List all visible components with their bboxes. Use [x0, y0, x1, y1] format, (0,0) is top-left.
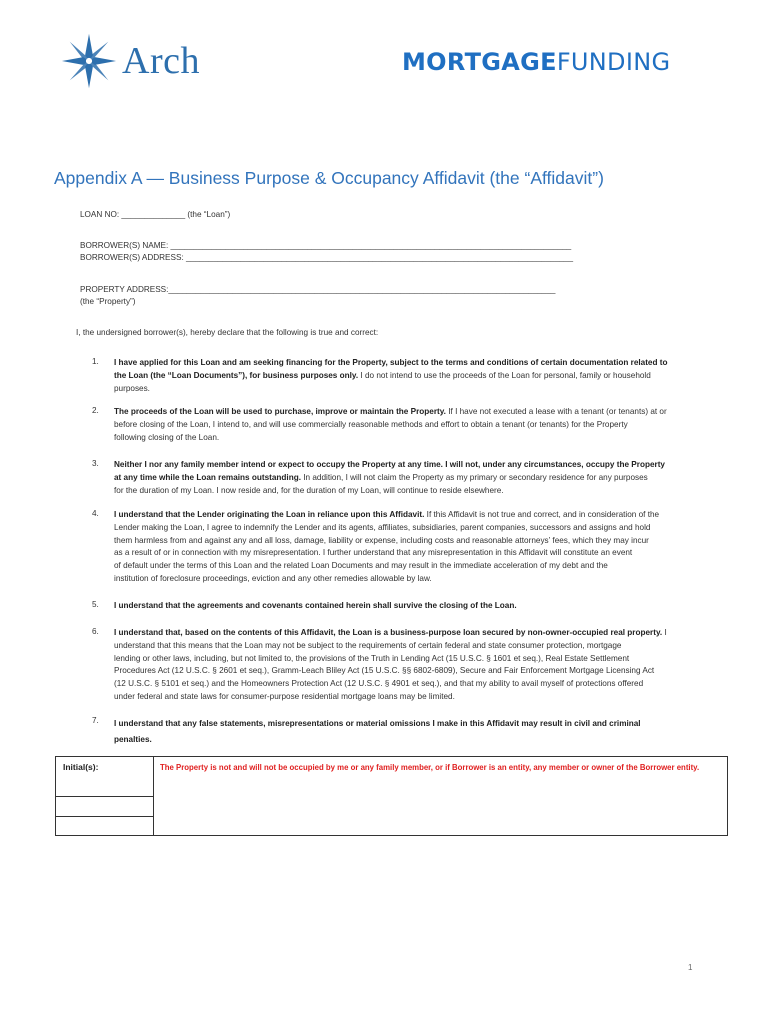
item-body: I have applied for this Loan and am seeking financing for the Property, subject to the terms and conditions of certain documentation related to the Loan (the “Loan Documents”), for business purposes only. I do not intend to use the proceeds of the Loan for personal, family or household purposes. — [114, 358, 668, 393]
item-number: 1. — [92, 357, 99, 366]
arch-star-icon — [60, 32, 118, 90]
initials-column — [56, 757, 154, 835]
item-body: I understand that any false statements, misrepresentations or material omissions I make in this Affidavit may result in civil and criminal penalties. — [114, 719, 641, 744]
item-body: Neither I nor any family member intend or expect to occupy the Property at any time. I will not, under any circumstances, occupy the Property at any time while the Loan remains outstanding. In addition, I will not claim the Property as my primary or secondary residence for any purposes for the duration of my Loan. I now reside and, for the duration of my Loan, will continue to reside elsewhere. — [114, 460, 665, 495]
initials-label: Initial(s): — [63, 762, 99, 772]
item-body: The proceeds of the Loan will be used to purchase, improve or maintain the Property. If I have not executed a lease with a tenant (or tenants) at or before closing of the Loan, I intend to, and will use commercially reasonable methods and effort to obtain a tenant (or tenants) for the Property following closing of the Loan. — [114, 407, 667, 442]
initials-table — [55, 756, 728, 836]
item-number: 5. — [92, 600, 99, 609]
item-number: 3. — [92, 459, 99, 468]
borrower-address-field: BORROWER(S) ADDRESS: _____________________________________________________________________________________ — [80, 253, 574, 262]
page-title: Appendix A — Business Purpose & Occupancy Affidavit (the “Affidavit”) — [54, 168, 604, 188]
property-address-field: PROPERTY ADDRESS:_____________________________________________________________________________________ — [80, 285, 556, 294]
loan-no-field: LOAN NO: ______________ (the “Loan”) — [80, 210, 231, 219]
item-number: 7. — [92, 716, 99, 725]
initials-statement: The Property is not and will not be occupied by me or any family member, or if Borrower is an entity, any member or owner of the Borrower entity. — [160, 763, 700, 772]
property-note: (the “Property”) — [80, 297, 136, 306]
page-number: 1 — [688, 963, 693, 972]
arch-logo-text: Arch — [122, 40, 200, 82]
arch-logo — [60, 32, 200, 90]
initials-cell-3[interactable] — [56, 817, 153, 836]
mf-logo-regular: FUNDING — [556, 48, 671, 76]
initials-cell-1[interactable] — [56, 757, 153, 797]
item-body: I understand that, based on the contents of this Affidavit, the Loan is a business-purpose loan secured by non-owner-occupied real property. I understand that this means that the Loan may not be subject to the requirements of certain federal and state consumer protection, mortgage lending or other laws, including, but not limited to, the provisions of the Truth in Lending Act (15 U.S.C. § 1601 et seq.), Real Estate Settlement Procedures Act (12 U.S.C. § 2601 et seq.), Gramm-Leach Bliley Act (15 U.S.C. §§ 6802-6809), Secure and Fair Enforcement Mortgage Licensing Act (12 U.S.C. § 5101 et seq.) and the Homeowners Protection Act (12 U.S.C. § 4901 et seq.), and that my ability to avail myself of protections offered under federal and state laws for consumer-purpose residential mortgage loans may be limited. — [114, 628, 667, 701]
item-number: 6. — [92, 627, 99, 636]
intro-statement: I, the undersigned borrower(s), hereby declare that the following is true and correct: — [76, 328, 379, 337]
initials-cell-2[interactable] — [56, 797, 153, 817]
mf-logo-bold: MORTGAGE — [402, 48, 557, 76]
item-body: I understand that the Lender originating the Loan in reliance upon this Affidavit. If this Affidavit is not true and correct, and in consideration of the Lender making the Loan, I agree to indemnify the Lender and its agents, affiliates, subsidiaries, parent companies, successors and assigns and hold them harmless from and against any and all loss, damage, liability or expense, including costs and reasonable attorneys’ fees, which they may incur as a result of or in connection with my misrepresentation. I further understand that any misrepresentation in this Affidavit will constitute an event of default under the terms of this Loan and the related Loan Documents and may result in the immediate acceleration of my debt and the institution of foreclosure proceedings, eviction and any other remedies allowable by law. — [114, 510, 660, 583]
mortgage-funding-logo — [402, 48, 670, 76]
borrower-name-field: BORROWER(S) NAME: ________________________________________________________________________________________ — [80, 241, 572, 250]
item-number: 2. — [92, 406, 99, 415]
item-number: 4. — [92, 509, 99, 518]
item-body: I understand that the agreements and covenants contained herein shall survive the closing of the Loan. — [114, 601, 517, 610]
